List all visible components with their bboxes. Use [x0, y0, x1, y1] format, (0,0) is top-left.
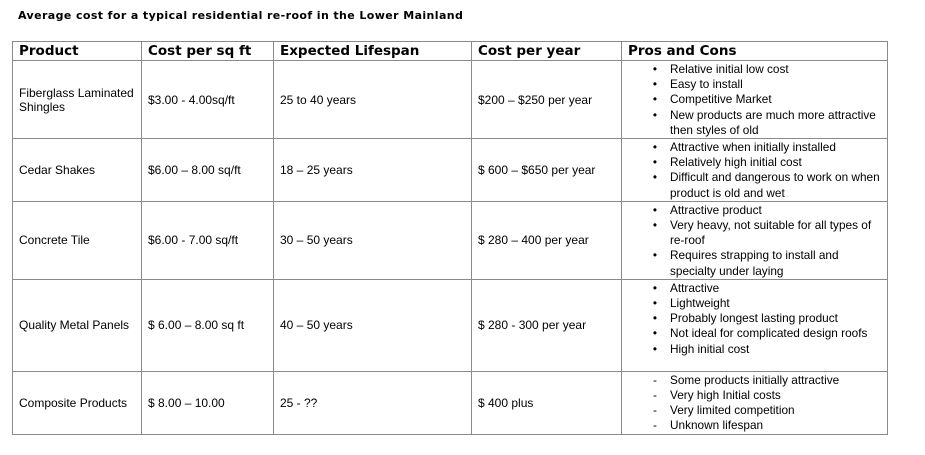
cost-year-cell: $ 600 – $650 per year	[472, 139, 622, 202]
list-item-text: Attractive	[670, 280, 720, 295]
list-item-text: Very high Initial costs	[670, 388, 781, 403]
table-row	[13, 279, 888, 371]
list-item	[648, 373, 883, 388]
list-item-text: Requires strapping to install and specialty under laying	[670, 248, 839, 278]
list-item-text: Attractive when initially installed	[670, 140, 836, 155]
pros-cons-list	[648, 62, 883, 138]
list-item-text: Not ideal for complicated design roofs	[670, 326, 868, 341]
list-item	[648, 403, 883, 418]
bullet-marker: •	[652, 202, 658, 217]
bullet-marker: -	[653, 388, 657, 403]
list-item	[648, 92, 883, 107]
list-item	[648, 140, 883, 155]
bullet-marker: •	[652, 107, 658, 122]
col-header-cost-year: Cost per year	[472, 42, 622, 61]
cost-sqft-cell: $ 6.00 – 8.00 sq ft	[142, 279, 274, 371]
list-item	[648, 311, 883, 326]
bullet-marker: •	[652, 140, 658, 155]
cost-year-cell: $ 400 plus	[472, 371, 622, 434]
list-item	[648, 62, 883, 77]
lifespan-cell: 18 – 25 years	[274, 139, 472, 202]
list-item-text: High initial cost	[670, 341, 750, 356]
bullet-marker: •	[652, 92, 658, 107]
list-item-text: Competitive Market	[670, 92, 772, 107]
bullet-marker: •	[652, 280, 658, 295]
list-item-text: Attractive product	[670, 202, 762, 217]
list-item-text: New products are much more attractive then styles of old	[670, 107, 876, 137]
pros-cons-list	[648, 203, 883, 279]
table-row	[13, 201, 888, 279]
list-item	[648, 342, 883, 357]
pros-cons-list	[648, 140, 883, 201]
bullet-marker: -	[653, 403, 657, 418]
list-item	[648, 248, 883, 278]
list-item-text: Unknown lifespan	[670, 418, 764, 433]
pros-cons-cell	[622, 201, 888, 279]
bullet-marker: •	[652, 248, 658, 263]
bullet-marker: •	[652, 62, 658, 76]
product-cell: Cedar Shakes	[13, 139, 142, 202]
list-item	[648, 170, 883, 200]
table-row	[13, 61, 888, 139]
list-item-text: Very limited competition	[670, 403, 795, 418]
lifespan-cell: 25 to 40 years	[274, 61, 472, 139]
list-item	[648, 203, 883, 218]
list-item	[648, 388, 883, 403]
bullet-marker: •	[652, 77, 658, 92]
bullet-marker: •	[652, 311, 658, 326]
bullet-marker: -	[653, 372, 657, 387]
cost-year-cell: $ 280 - 300 per year	[472, 279, 622, 371]
list-item-text: Easy to install	[670, 77, 743, 92]
cost-year-cell: $ 280 – 400 per year	[472, 201, 622, 279]
lifespan-cell: 25 - ??	[274, 371, 472, 434]
product-cell: Quality Metal Panels	[13, 279, 142, 371]
col-header-product: Product	[13, 42, 142, 61]
col-header-pros-cons: Pros and Cons	[622, 42, 888, 61]
product-cell: Fiberglass Laminated Shingles	[13, 61, 142, 139]
list-item	[648, 281, 883, 296]
col-header-cost-sqft: Cost per sq ft	[142, 42, 274, 61]
pros-cons-cell	[622, 371, 888, 434]
pros-cons-cell	[622, 279, 888, 371]
bullet-marker: •	[652, 218, 658, 233]
cost-sqft-cell: $3.00 - 4.00sq/ft	[142, 61, 274, 139]
pros-cons-list	[648, 281, 883, 357]
bullet-marker: •	[652, 326, 658, 341]
pros-cons-list	[648, 373, 883, 434]
list-item-text: Difficult and dangerous to work on when product is old and wet	[670, 170, 880, 200]
cost-sqft-cell: $ 8.00 – 10.00	[142, 371, 274, 434]
list-item	[648, 296, 883, 311]
list-item	[648, 77, 883, 92]
table-row	[13, 371, 888, 434]
list-item	[648, 218, 883, 248]
list-item	[648, 326, 883, 341]
list-item-text: Relative initial low cost	[670, 62, 789, 76]
list-item	[648, 108, 883, 138]
cost-year-cell: $200 – $250 per year	[472, 61, 622, 139]
bullet-marker: •	[652, 296, 658, 311]
pros-cons-cell	[622, 61, 888, 139]
page-title: Average cost for a typical residential re-roof in the Lower Mainland	[18, 9, 464, 22]
list-item-text: Probably longest lasting product	[670, 311, 838, 326]
lifespan-cell: 40 – 50 years	[274, 279, 472, 371]
col-header-lifespan: Expected Lifespan	[274, 42, 472, 61]
table-row	[13, 139, 888, 202]
list-item-text: Relatively high initial cost	[670, 155, 802, 170]
lifespan-cell: 30 – 50 years	[274, 201, 472, 279]
list-item-text: Lightweight	[670, 296, 730, 311]
list-item	[648, 418, 883, 433]
product-cell: Concrete Tile	[13, 201, 142, 279]
list-item-text: Very heavy, not suitable for all types of re-roof	[670, 218, 872, 248]
bullet-marker: •	[652, 155, 658, 170]
bullet-marker: -	[653, 418, 657, 433]
list-item-text: Some products initially attractive	[670, 372, 840, 387]
bullet-marker: •	[652, 341, 658, 356]
list-item	[648, 155, 883, 170]
roof-cost-table	[12, 41, 888, 435]
pros-cons-cell	[622, 139, 888, 202]
bullet-marker: •	[652, 170, 658, 185]
cost-sqft-cell: $6.00 - 7.00 sq/ft	[142, 201, 274, 279]
product-cell: Composite Products	[13, 371, 142, 434]
cost-sqft-cell: $6.00 – 8.00 sq/ft	[142, 139, 274, 202]
header-row	[13, 42, 888, 61]
